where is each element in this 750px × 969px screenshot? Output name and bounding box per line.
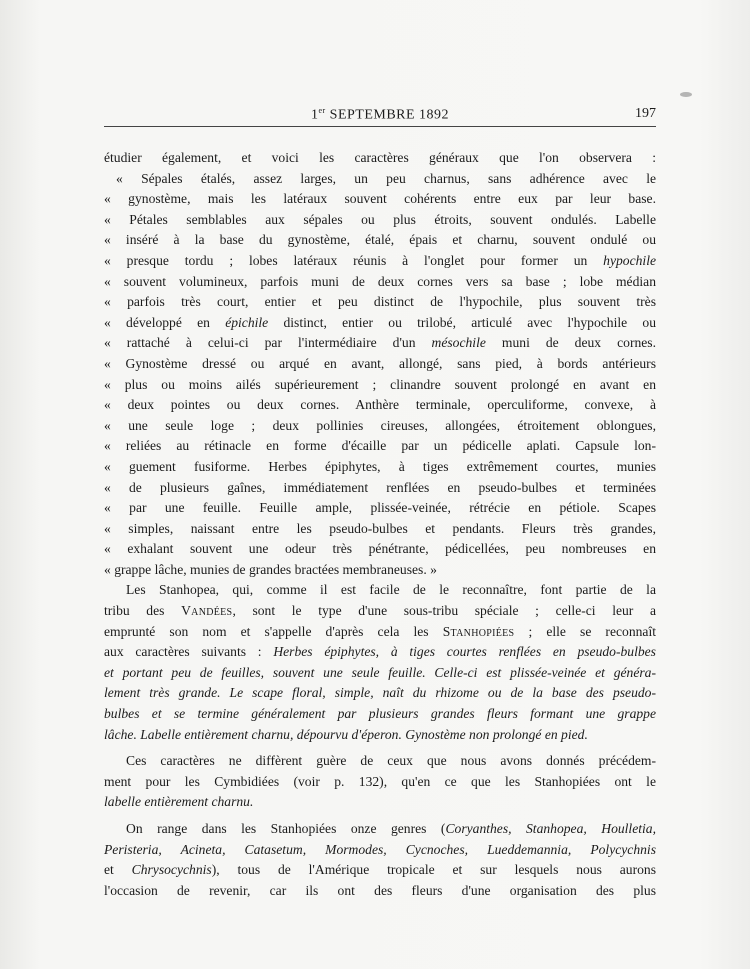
term-mesochile: mésochile	[431, 335, 486, 351]
text-line	[104, 792, 656, 813]
text-line: « exhalant souvent une odeur très pénétrante, pédicellées, peu nombreuses en	[104, 541, 656, 557]
text-line: « gynostème, mais les latéraux souvent cohérents entre eux par leur base.	[104, 191, 656, 207]
body-text	[104, 148, 656, 901]
text-line	[104, 313, 656, 334]
italic-run: Chrysocychnis	[131, 862, 212, 878]
text-run: On range dans les Stanhopiées onze genres (	[126, 821, 446, 836]
text-line: « plus ou moins ailés supérieurement ; clinandre souvent prolongé en avant en	[104, 376, 656, 392]
text-line	[104, 642, 656, 663]
text-line: « deux pointes ou deux cornes. Anthère terminale, operculiforme, convexe, à	[104, 397, 656, 413]
text-line: « inséré à la base du gynostème, étalé, épais et charnu, souvent ondulé ou	[104, 232, 656, 248]
text-run: « presque tordu ; lobes latéraux réunis à l'onglet pour former un	[104, 252, 604, 268]
text-line: « simples, naissant entre les pseudo-bulbes et pendants. Fleurs très grandes,	[104, 520, 656, 536]
text-line	[104, 663, 656, 684]
term-hypochile: hypochile	[603, 252, 656, 268]
text-line: « parfois très court, entier et peu distinct de l'hypochile, plus souvent très	[104, 294, 656, 310]
text-line	[104, 683, 656, 704]
text-line	[104, 860, 656, 881]
text-line: « Sépales étalés, assez larges, un peu charnus, sans adhérence avec le	[116, 170, 656, 186]
italic-run: labelle entièrement charnu.	[104, 794, 254, 810]
text-run: aux caractères suivants :	[104, 644, 274, 660]
text-line: Ces caractères ne diffèrent guère de ceux que nous avons donnés précédem-	[126, 753, 656, 769]
text-line: « Pétales semblables aux sépales ou plus étroits, souvent ondulés. Labelle	[104, 211, 656, 227]
text-line	[104, 725, 656, 746]
running-title	[104, 106, 656, 124]
italic-run: et portant peu de feuilles, souvent une seule feuille. Celle-ci est plissée-veinée et généra-	[104, 664, 656, 680]
text-line: « de plusieurs gaînes, immédiatement renflées en pseudo-bulbes et terminées	[104, 479, 656, 495]
text-line	[104, 622, 656, 643]
text-line: « reliées au rétinacle en forme d'écaille par un pédicelle aplati. Capsule lon-	[104, 438, 656, 454]
text-line	[104, 251, 656, 272]
text-line	[104, 840, 656, 861]
text-line	[104, 601, 656, 622]
text-line: ment pour les Cymbidiées (voir p. 132), qu'en ce que les Stanhopiées ont le	[104, 773, 656, 789]
italic-run: Herbes épiphytes, à tiges courtes renflées en pseudo-bulbes	[273, 644, 656, 660]
text-run: emprunté son nom et s'appelle d'après cela les	[104, 623, 443, 639]
running-title-sup: er	[318, 106, 326, 115]
text-run: « rattaché à celui-ci par l'intermédiaire d'un	[104, 335, 432, 351]
page-number: 197	[635, 106, 656, 121]
italic-run: Peristeria, Acineta, Catasetum, Mormodes, Cycnoches, Lueddemannia, Polycychnis	[104, 841, 656, 857]
text-run: distinct, entier ou trilobé, articulé avec l'hypochile ou	[268, 314, 656, 330]
term-vandees: Vandées	[181, 603, 233, 619]
text-run: muni de deux cornes.	[485, 335, 656, 351]
text-line: « Gynostème dressé ou arqué en avant, allongé, sans pied, à bords antérieurs	[104, 355, 656, 371]
paragraph-characters	[104, 148, 656, 580]
text-line: « guement fusiforme. Herbes épiphytes, à tiges extrêmement courtes, munies	[104, 458, 656, 474]
text-run: ), tous de l'Amérique tropicale et sur lesquels nous aurons	[211, 862, 656, 878]
text-run: , sont le type d'une sous-tribu spéciale ; celle-ci leur a	[232, 603, 656, 619]
paragraph-stanhopea	[104, 580, 656, 745]
italic-run: bulbes et se termine généralement par plusieurs grandes fleurs formant une grappe	[104, 706, 656, 722]
text-line: « souvent volumineux, parfois muni de deux cornes vers sa base ; lobe médian	[104, 273, 656, 289]
page-header	[104, 104, 656, 127]
text-line	[104, 333, 656, 354]
text-line: « par une feuille. Feuille ample, plissée-veinée, rétrécie en pétiole. Scapes	[104, 500, 656, 516]
paragraph-cymbidiees	[104, 751, 656, 813]
term-stanhopiees: Stanhopiées	[442, 623, 515, 639]
paragraph-genres	[104, 819, 656, 901]
italic-run: lement très grande. Le scape floral, simple, naît du rhizome ou de la base des pseudo-	[104, 685, 656, 701]
text-line	[104, 704, 656, 725]
scan-speck	[680, 92, 692, 97]
running-title-month-year: SEPTEMBRE 1892	[325, 107, 450, 123]
text-line: l'occasion de revenir, car ils ont des fleurs d'une organisation des plus	[104, 882, 656, 898]
italic-run: lâche. Labelle entièrement charnu, dépourvu d'éperon. Gynostème non prolongé en pied.	[104, 726, 588, 742]
text-line: « une seule loge ; deux pollinies cireuses, allongées, étroitement oblongues,	[104, 417, 656, 433]
text-line: étudier également, et voici les caractères généraux que l'on observera :	[104, 150, 656, 165]
text-line: Les Stanhopea, qui, comme il est facile de le reconnaître, font partie de la	[126, 582, 656, 598]
text-run: « développé en	[104, 314, 226, 330]
text-run: tribu des	[104, 603, 182, 619]
text-line	[104, 819, 656, 840]
text-run: ; elle se reconnaît	[514, 623, 657, 639]
running-title-day: 1	[310, 107, 319, 123]
italic-run: Coryanthes, Stanhopea, Houlletia,	[445, 821, 656, 836]
text-line: « grappe lâche, munies de grandes bractées membraneuses. »	[104, 561, 437, 577]
term-epichile: épichile	[225, 314, 269, 330]
text-run: et	[104, 862, 132, 878]
